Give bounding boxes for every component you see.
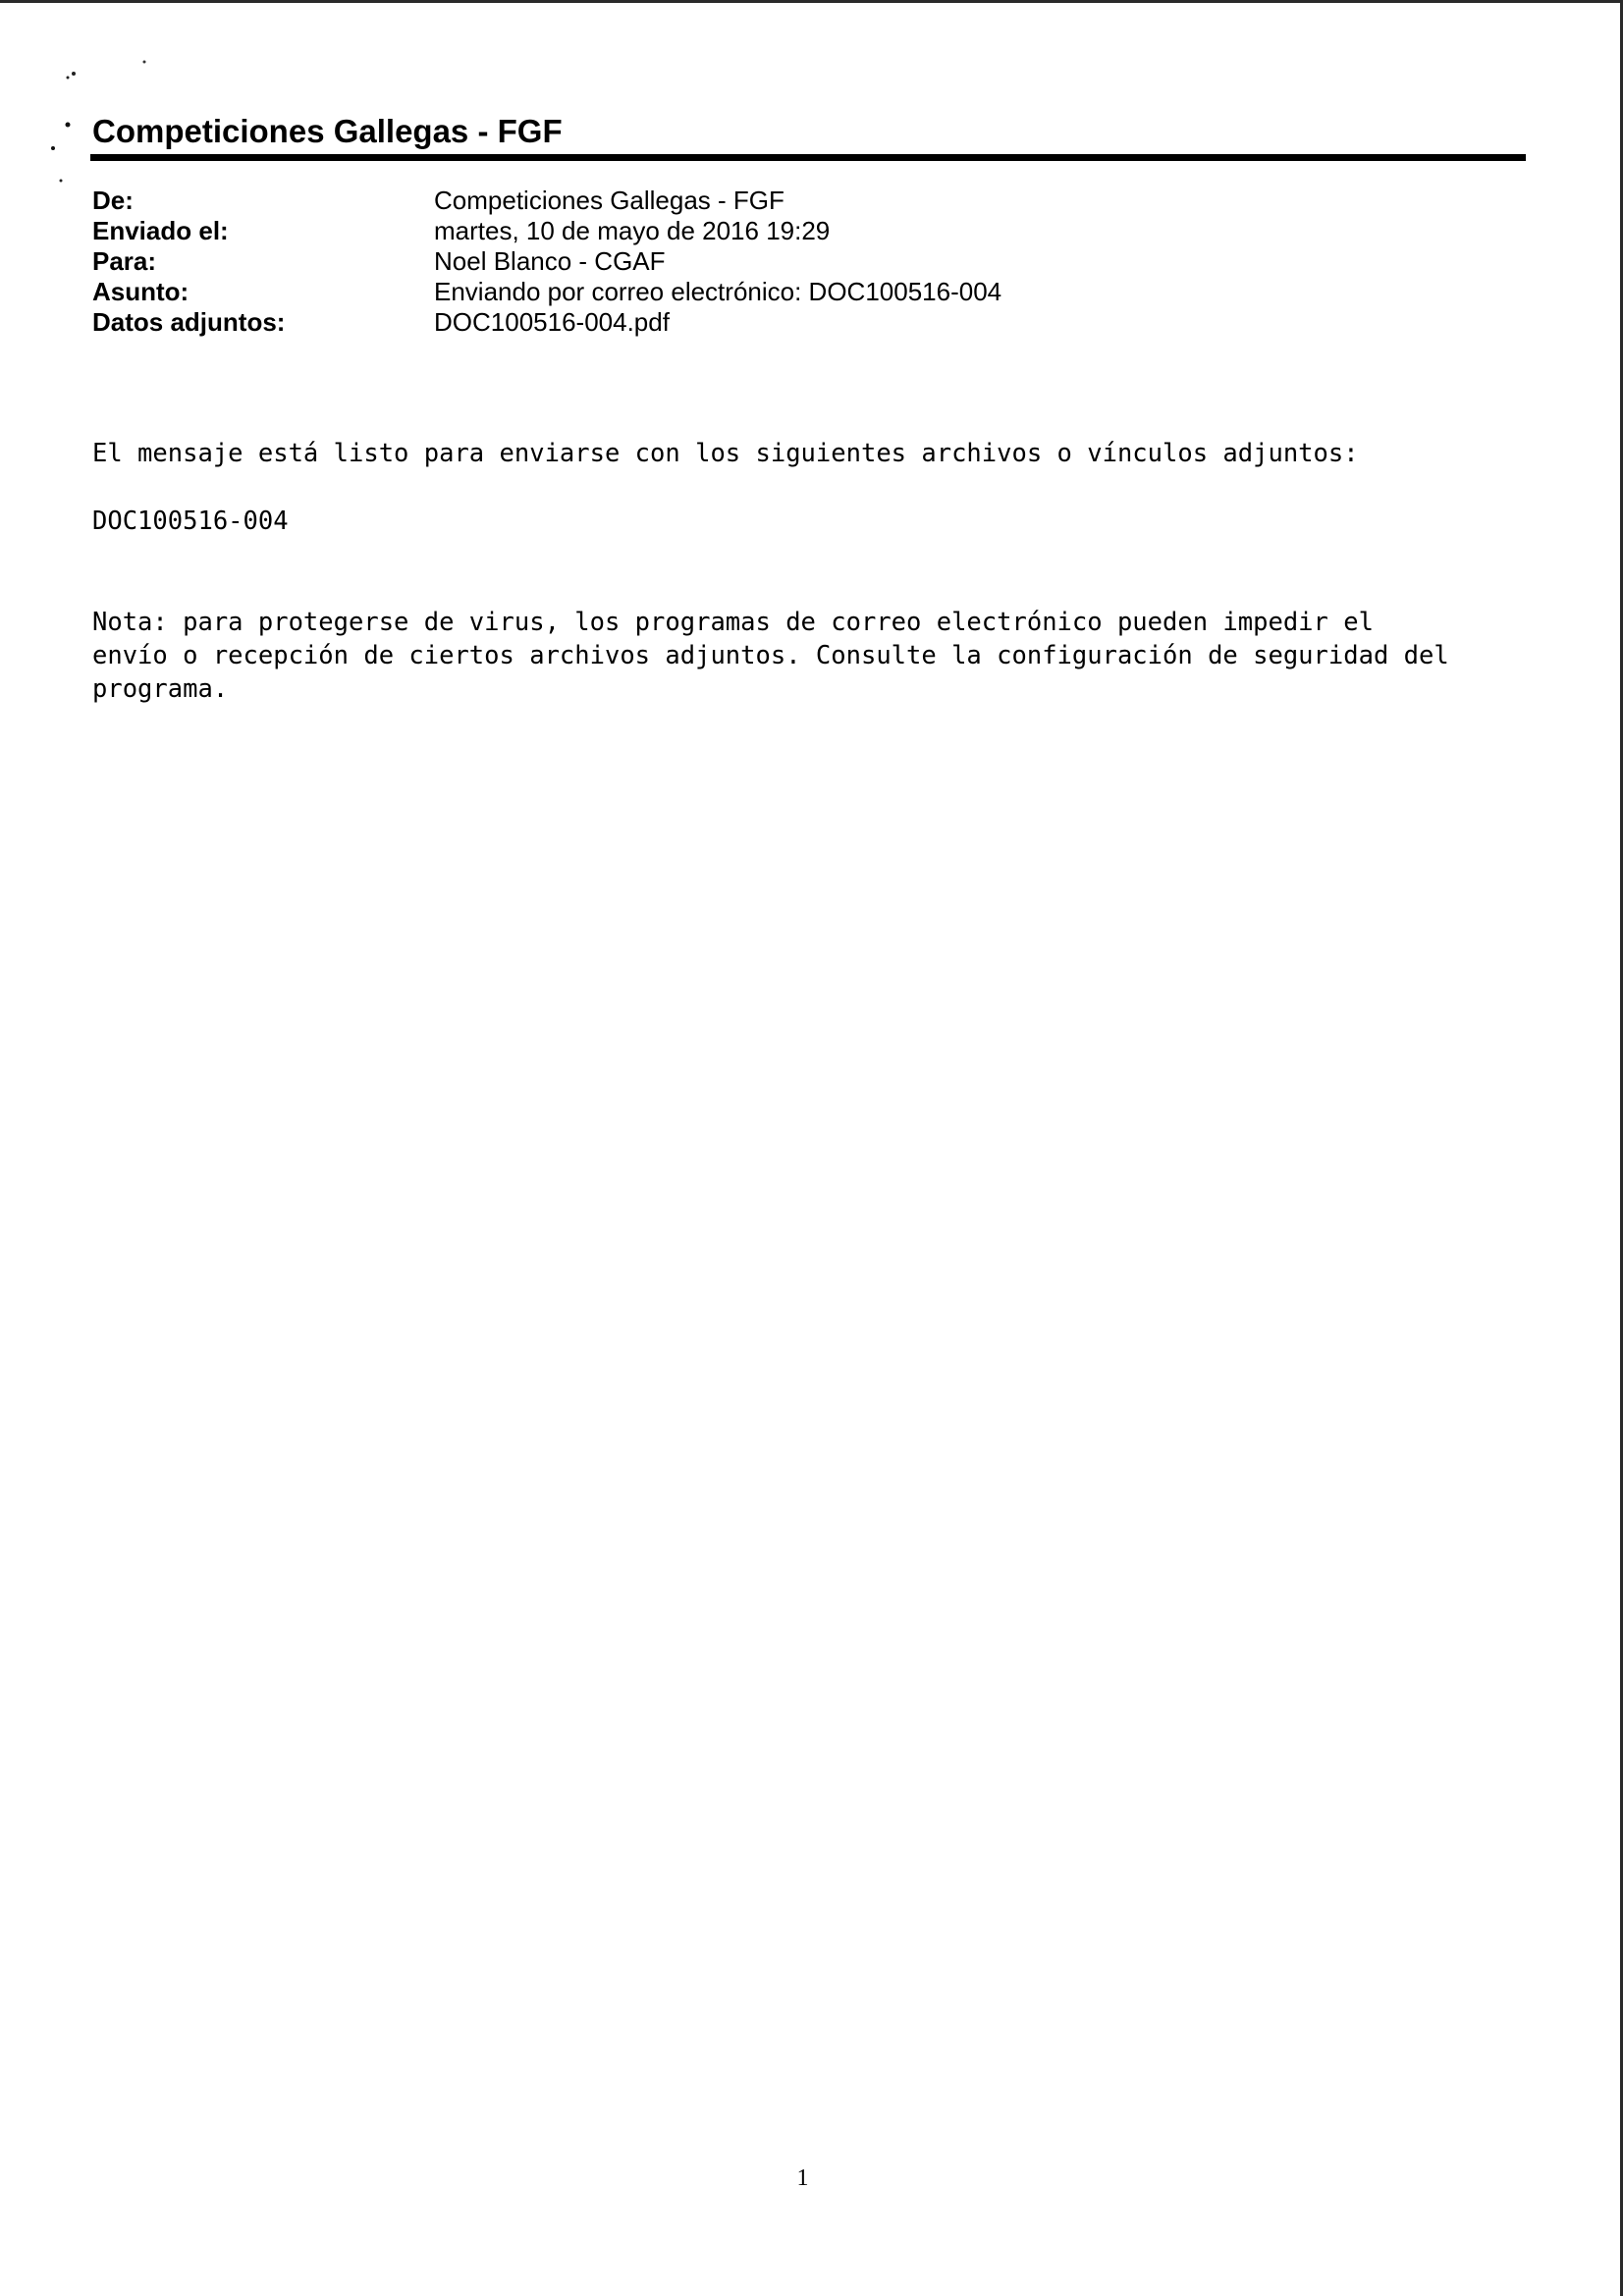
body-attachment-name: DOC100516-004 xyxy=(92,507,289,536)
email-title: Competiciones Gallegas - FGF xyxy=(92,113,563,149)
body-note-line-3: programa. xyxy=(92,674,229,704)
header-row-sent xyxy=(92,216,1001,246)
header-row-attachments xyxy=(92,307,1001,338)
header-value-subject: Enviando por correo electrónico: DOC100516-004 xyxy=(434,277,1002,306)
body-note xyxy=(92,606,1449,706)
header-row-to xyxy=(92,246,1001,277)
body-note-line-2: envío o recepción de ciertos archivos adjuntos. Consulte la configuración de seguridad del xyxy=(92,641,1449,670)
header-value-sent: martes, 10 de mayo de 2016 19:29 xyxy=(434,216,831,245)
header-label-to: Para: xyxy=(92,246,157,276)
header-value-attachments: DOC100516-004.pdf xyxy=(434,307,670,337)
page-number: 1 xyxy=(796,2165,809,2191)
header-label-sent: Enviado el: xyxy=(92,216,229,245)
header-label-subject: Asunto: xyxy=(92,277,189,306)
header-row-from xyxy=(92,186,1001,216)
body-note-line-1: Nota: para protegerse de virus, los programas de correo electrónico pueden impedir el xyxy=(92,608,1374,637)
header-value-to: Noel Blanco - CGAF xyxy=(434,246,666,276)
email-header-table xyxy=(92,186,1001,338)
header-label-attachments: Datos adjuntos: xyxy=(92,307,286,337)
header-value-from: Competiciones Gallegas - FGF xyxy=(434,186,784,215)
header-label-from: De: xyxy=(92,186,134,215)
body-intro: El mensaje está listo para enviarse con los siguientes archivos o vínculos adjuntos: xyxy=(92,439,1359,468)
title-rule xyxy=(90,154,1526,161)
header-row-subject xyxy=(92,277,1001,307)
